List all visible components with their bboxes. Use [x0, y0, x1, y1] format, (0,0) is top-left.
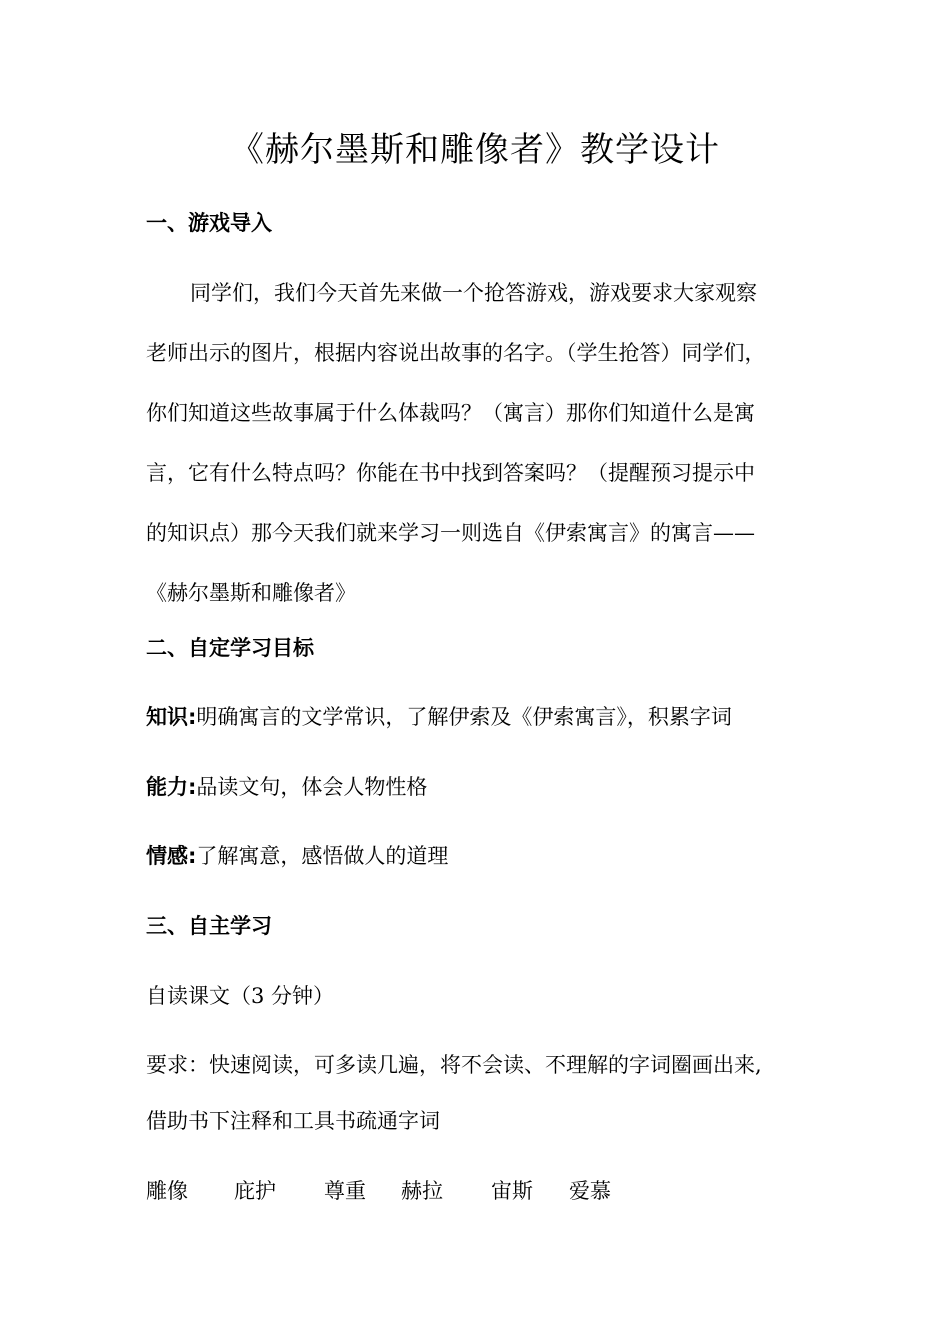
vocab-word: 宙斯 [491, 1179, 533, 1203]
goal-emotion-text: 了解寓意，感悟做人的道理 [196, 844, 449, 868]
requirement-line-1: 要求：快速阅读，可多读几遍，将不会读、不理解的字词圈画出来, [146, 1053, 762, 1077]
intro-line-4: 言，它有什么特点吗？你能在书中找到答案吗？（提醒预习提示中 [146, 461, 755, 485]
page-title: 《赫尔墨斯和雕像者》教学设计 [230, 130, 720, 170]
intro-line-2: 老师出示的图片，根据内容说出故事的名字。（学生抢答）同学们， [146, 341, 766, 365]
goal-ability-label: 能力: [146, 775, 197, 799]
intro-paragraph [146, 263, 811, 623]
goal-emotion [146, 841, 811, 871]
intro-line-3: 你们知道这些故事属于什么体裁吗？（寓言）那你们知道什么是寓 [146, 401, 755, 425]
goal-knowledge-text: 明确寓言的文学常识，了解伊索及《伊索寓言》，积累字词 [196, 705, 732, 729]
section-heading-goals: 二、自定学习目标 [146, 636, 314, 660]
section-heading-self-study: 三、自主学习 [146, 914, 272, 938]
goal-ability-text: 品读文句，体会人物性格 [196, 775, 428, 799]
intro-line-1: 同学们，我们今天首先来做一个抢答游戏，游戏要求大家观察 [190, 281, 757, 305]
vocab-word: 雕像 [146, 1179, 188, 1203]
self-read-text: 自读课文（3 分钟） [146, 984, 335, 1008]
intro-line-5: 的知识点）那今天我们就来学习一则选自《伊索寓言》的寓言—— [146, 521, 755, 545]
vocab-word: 庇护 [234, 1179, 276, 1203]
goal-ability [146, 772, 811, 802]
goal-emotion-label: 情感: [146, 844, 197, 868]
goal-knowledge-label: 知识: [146, 705, 197, 729]
vocab-word: 尊重 [324, 1179, 366, 1203]
vocab-word: 赫拉 [401, 1179, 443, 1203]
intro-line-6: 《赫尔墨斯和雕像者》 [146, 581, 356, 605]
goal-knowledge [146, 702, 811, 732]
vocab-word: 爱慕 [569, 1179, 611, 1203]
section-heading-intro: 一、游戏导入 [146, 211, 272, 235]
requirement-line-2: 借助书下注释和工具书疏通字词 [146, 1109, 440, 1133]
